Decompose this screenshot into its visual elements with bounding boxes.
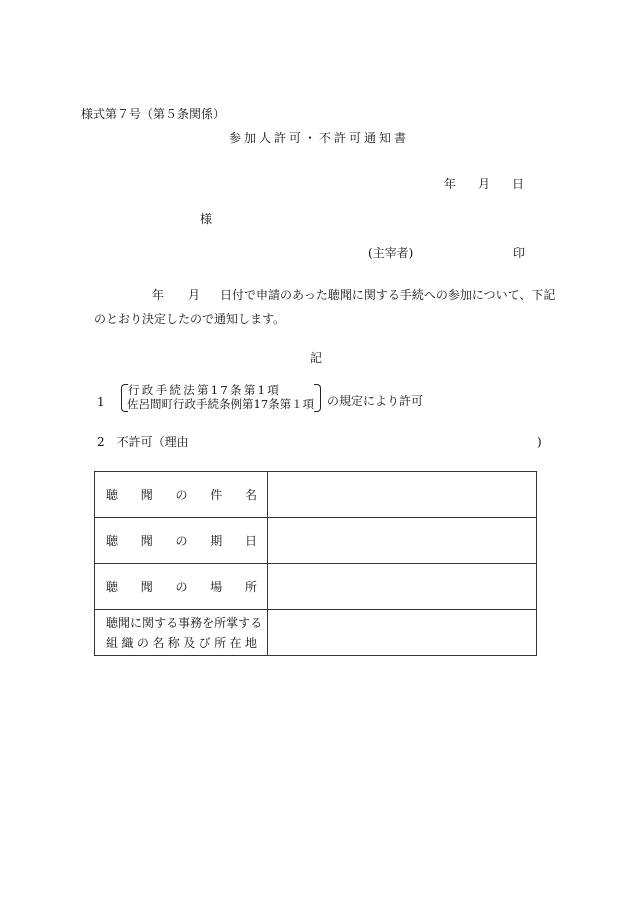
- label-char: 聞: [140, 580, 153, 594]
- table-value-cell[interactable]: [268, 518, 537, 564]
- organizer-label: (主宰者): [368, 246, 414, 260]
- label-char: 名: [244, 488, 257, 502]
- date-year: 年: [444, 177, 457, 191]
- document-title: 参加人許可・不許可通知書: [229, 131, 410, 145]
- label-char: の: [175, 534, 188, 548]
- item1-number: 1: [97, 395, 105, 409]
- label-char: る: [250, 615, 263, 630]
- item1-suffix: の規定により許可: [327, 394, 424, 408]
- label-char: す: [154, 615, 167, 630]
- table-label-cell: [95, 518, 268, 564]
- addressee-suffix: 様: [200, 212, 213, 226]
- label-char: す: [238, 615, 251, 630]
- label-char: 織: [121, 635, 134, 650]
- law-reference-2: 佐呂間町行政手続条例第17条第１項: [127, 397, 315, 411]
- table-row: [95, 564, 537, 610]
- label-char: 在: [229, 635, 242, 650]
- seal-label: 印: [513, 246, 526, 260]
- row-label: [95, 578, 267, 595]
- body-line-1: [152, 288, 555, 302]
- label-char: の: [175, 580, 188, 594]
- table-value-cell[interactable]: [268, 472, 537, 518]
- label-char: の: [136, 635, 149, 650]
- body-month: 月: [188, 288, 201, 302]
- label-char: 聞: [118, 615, 131, 630]
- ki-heading: 記: [310, 351, 323, 365]
- form-number: 様式第７号（第５条関係）: [81, 107, 226, 121]
- table-label-cell: [95, 472, 268, 518]
- table-row: [95, 472, 537, 518]
- label-char: 件: [210, 488, 223, 502]
- label-char: 期: [210, 534, 223, 548]
- law-reference-1: 行政手続法第17条第1項: [128, 383, 282, 397]
- label-char: 地: [244, 635, 257, 650]
- label-char: 組: [106, 635, 119, 650]
- table-value-cell[interactable]: [268, 564, 537, 610]
- label-char: 及: [183, 635, 196, 650]
- table-label-cell: [95, 564, 268, 610]
- row-label-line1: [106, 613, 263, 633]
- table-row: [95, 518, 537, 564]
- label-char: 聴: [106, 615, 119, 630]
- right-bracket: [314, 384, 321, 412]
- label-char: の: [175, 488, 188, 502]
- row-label: [95, 486, 267, 503]
- label-char: 聴: [106, 534, 119, 548]
- label-char: 所: [214, 635, 227, 650]
- body-rest: 日付で申請のあった聴聞に関する手続への参加について、下記: [220, 288, 556, 302]
- row-label: [95, 532, 267, 549]
- date-line: [444, 177, 524, 191]
- row-label-line2: [106, 633, 257, 653]
- date-month: 月: [478, 177, 491, 191]
- label-char: び: [198, 635, 211, 650]
- label-char: 称: [167, 635, 180, 650]
- body-line-2: のとおり決定したので通知します。: [94, 312, 286, 326]
- label-char: を: [202, 615, 215, 630]
- label-char: 所: [244, 580, 257, 594]
- label-char: 場: [210, 580, 223, 594]
- label-char: 所: [214, 615, 227, 630]
- label-char: 日: [244, 534, 257, 548]
- label-char: る: [166, 615, 179, 630]
- label-char: 務: [190, 615, 203, 630]
- label-char: 関: [142, 615, 155, 630]
- item2-text: 2 不許可（理由: [97, 435, 189, 449]
- hearing-info-table: [94, 471, 537, 656]
- label-char: 聞: [140, 488, 153, 502]
- label-char: 聞: [140, 534, 153, 548]
- label-char: 聴: [106, 488, 119, 502]
- item2-close: ): [537, 435, 542, 449]
- label-char: 掌: [226, 615, 239, 630]
- table-label-cell: [95, 610, 268, 656]
- table-row: [95, 610, 537, 656]
- label-char: に: [130, 615, 143, 630]
- label-char: 聴: [106, 580, 119, 594]
- body-year: 年: [152, 288, 165, 302]
- date-day: 日: [512, 177, 525, 191]
- label-char: 名: [152, 635, 165, 650]
- label-char: 事: [178, 615, 191, 630]
- table-value-cell[interactable]: [268, 610, 537, 656]
